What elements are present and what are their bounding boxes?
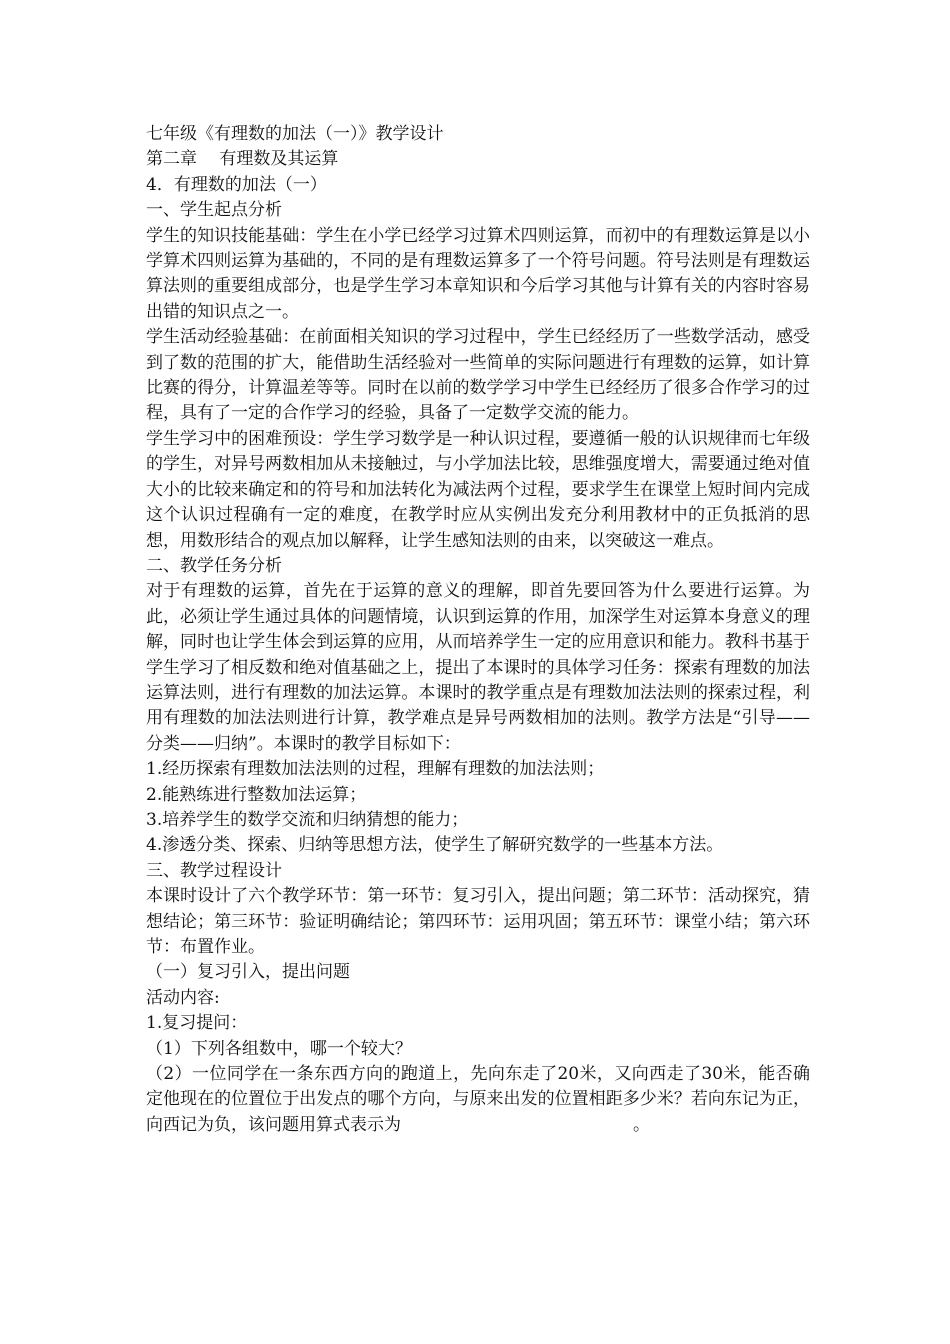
chapter-heading: 第二章 有理数及其运算 [146,149,339,170]
review-label: 1.复习提问： [146,1013,248,1034]
section1-paragraph-1: 学生的知识技能基础：学生在小学已经学习过算术四则运算，而初中的有理数运算是以小学算术四则运算为基础的，不同的是有理数运算多了一个符号问题。符号法则是有理数运算法则的重要组成部分，也是学生学习本章知识和今后学习其他与计算有关的内容时容易出错的知识点之一。 [146,225,810,322]
goal-item: 2.能熟练进行整数加法运算； [146,784,367,805]
question-2-text: （2）一位同学在一条东西方向的跑道上，先向东走了20米，又向西走了30米，能否确定他现在的位置位于出发点的哪个方向，与原来出发的位置相距多少米？若向东记为正，向西记为负，该问题用算式表示为 [146,1064,810,1135]
question-2 [146,1062,810,1138]
section1-heading: 一、学生起点分析 [146,200,282,221]
activity-label: 活动内容: [146,987,220,1008]
goal-item: 3.培养学生的数学交流和归纳猜想的能力； [146,809,469,830]
goal-item: 4.渗透分类、探索、归纳等思想方法，使学生了解研究数学的一些基本方法。 [146,835,724,856]
section1-paragraph-3: 学生学习中的困难预设：学生学习数学是一种认识过程，要遵循一般的认识规律而七年级的学生，对异号两数相加从未接触过，与小学加法比较，思维强度增大，需要通过绝对值大小的比较来确定和的符号和加法转化为减法两个过程，要求学生在课堂上短时间内完成这个认识过程确有一定的难度，在教学时应从实例出发充分利用教材中的正负抵消的思想，用数形结合的观点加以解释，让学生感知法则的由来，以突破这一难点。 [146,428,810,551]
section3-paragraph-1: 本课时设计了六个教学环节：第一环节：复习引入，提出问题；第二环节：活动探究，猜想结论；第三环节：验证明确结论；第四环节：运用巩固；第五环节：课堂小结；第六环节：布置作业。 [146,886,810,957]
goal-item: 1.经历探索有理数加法法则的过程，理解有理数的加法法则； [146,759,605,780]
subsection1-heading: （一）复习引入，提出问题 [146,962,350,983]
section3-heading: 三、教学过程设计 [146,860,282,881]
document-title: 七年级《有理数的加法（一）》教学设计 [146,124,444,144]
section1-paragraph-2: 学生活动经验基础：在前面相关知识的学习过程中，学生已经经历了一些数学活动，感受到了数的范围的扩大，能借助生活经验对一些简单的实际问题进行有理数的运算，如计算比赛的得分，计算温差等等。同时在以前的数学学习中学生已经经历了很多合作学习的过程，具有了一定的合作学习的经验，具备了一定数学交流的能力。 [146,327,810,424]
section2-heading: 二、教学任务分析 [146,555,282,576]
document-page [146,122,810,1138]
question-2-end: 。 [633,1114,650,1135]
section2-paragraph-1: 对于有理数的运算，首先在于运算的意义的理解，即首先要回答为什么要进行运算。为此，必须让学生通过具体的问题情境，认识到运算的作用，加深学生对运算本身意义的理解，同时也让学生体会到运算的应用，从而培养学生一定的应用意识和能力。教科书基于学生学习了相反数和绝对值基础之上，提出了本课时的具体学习任务：探索有理数的加法运算法则，进行有理数的加法运算。本课时的教学重点是有理数加法法则的探索过程，利用有理数的加法法则进行计算，教学难点是异号两数相加的法则。教学方法是“引导——分类——归纳”。本课时的教学目标如下： [146,581,810,754]
lesson-heading: 4．有理数的加法（一） [146,174,327,195]
question-1: （1）下列各组数中，哪一个较大？ [146,1038,412,1059]
